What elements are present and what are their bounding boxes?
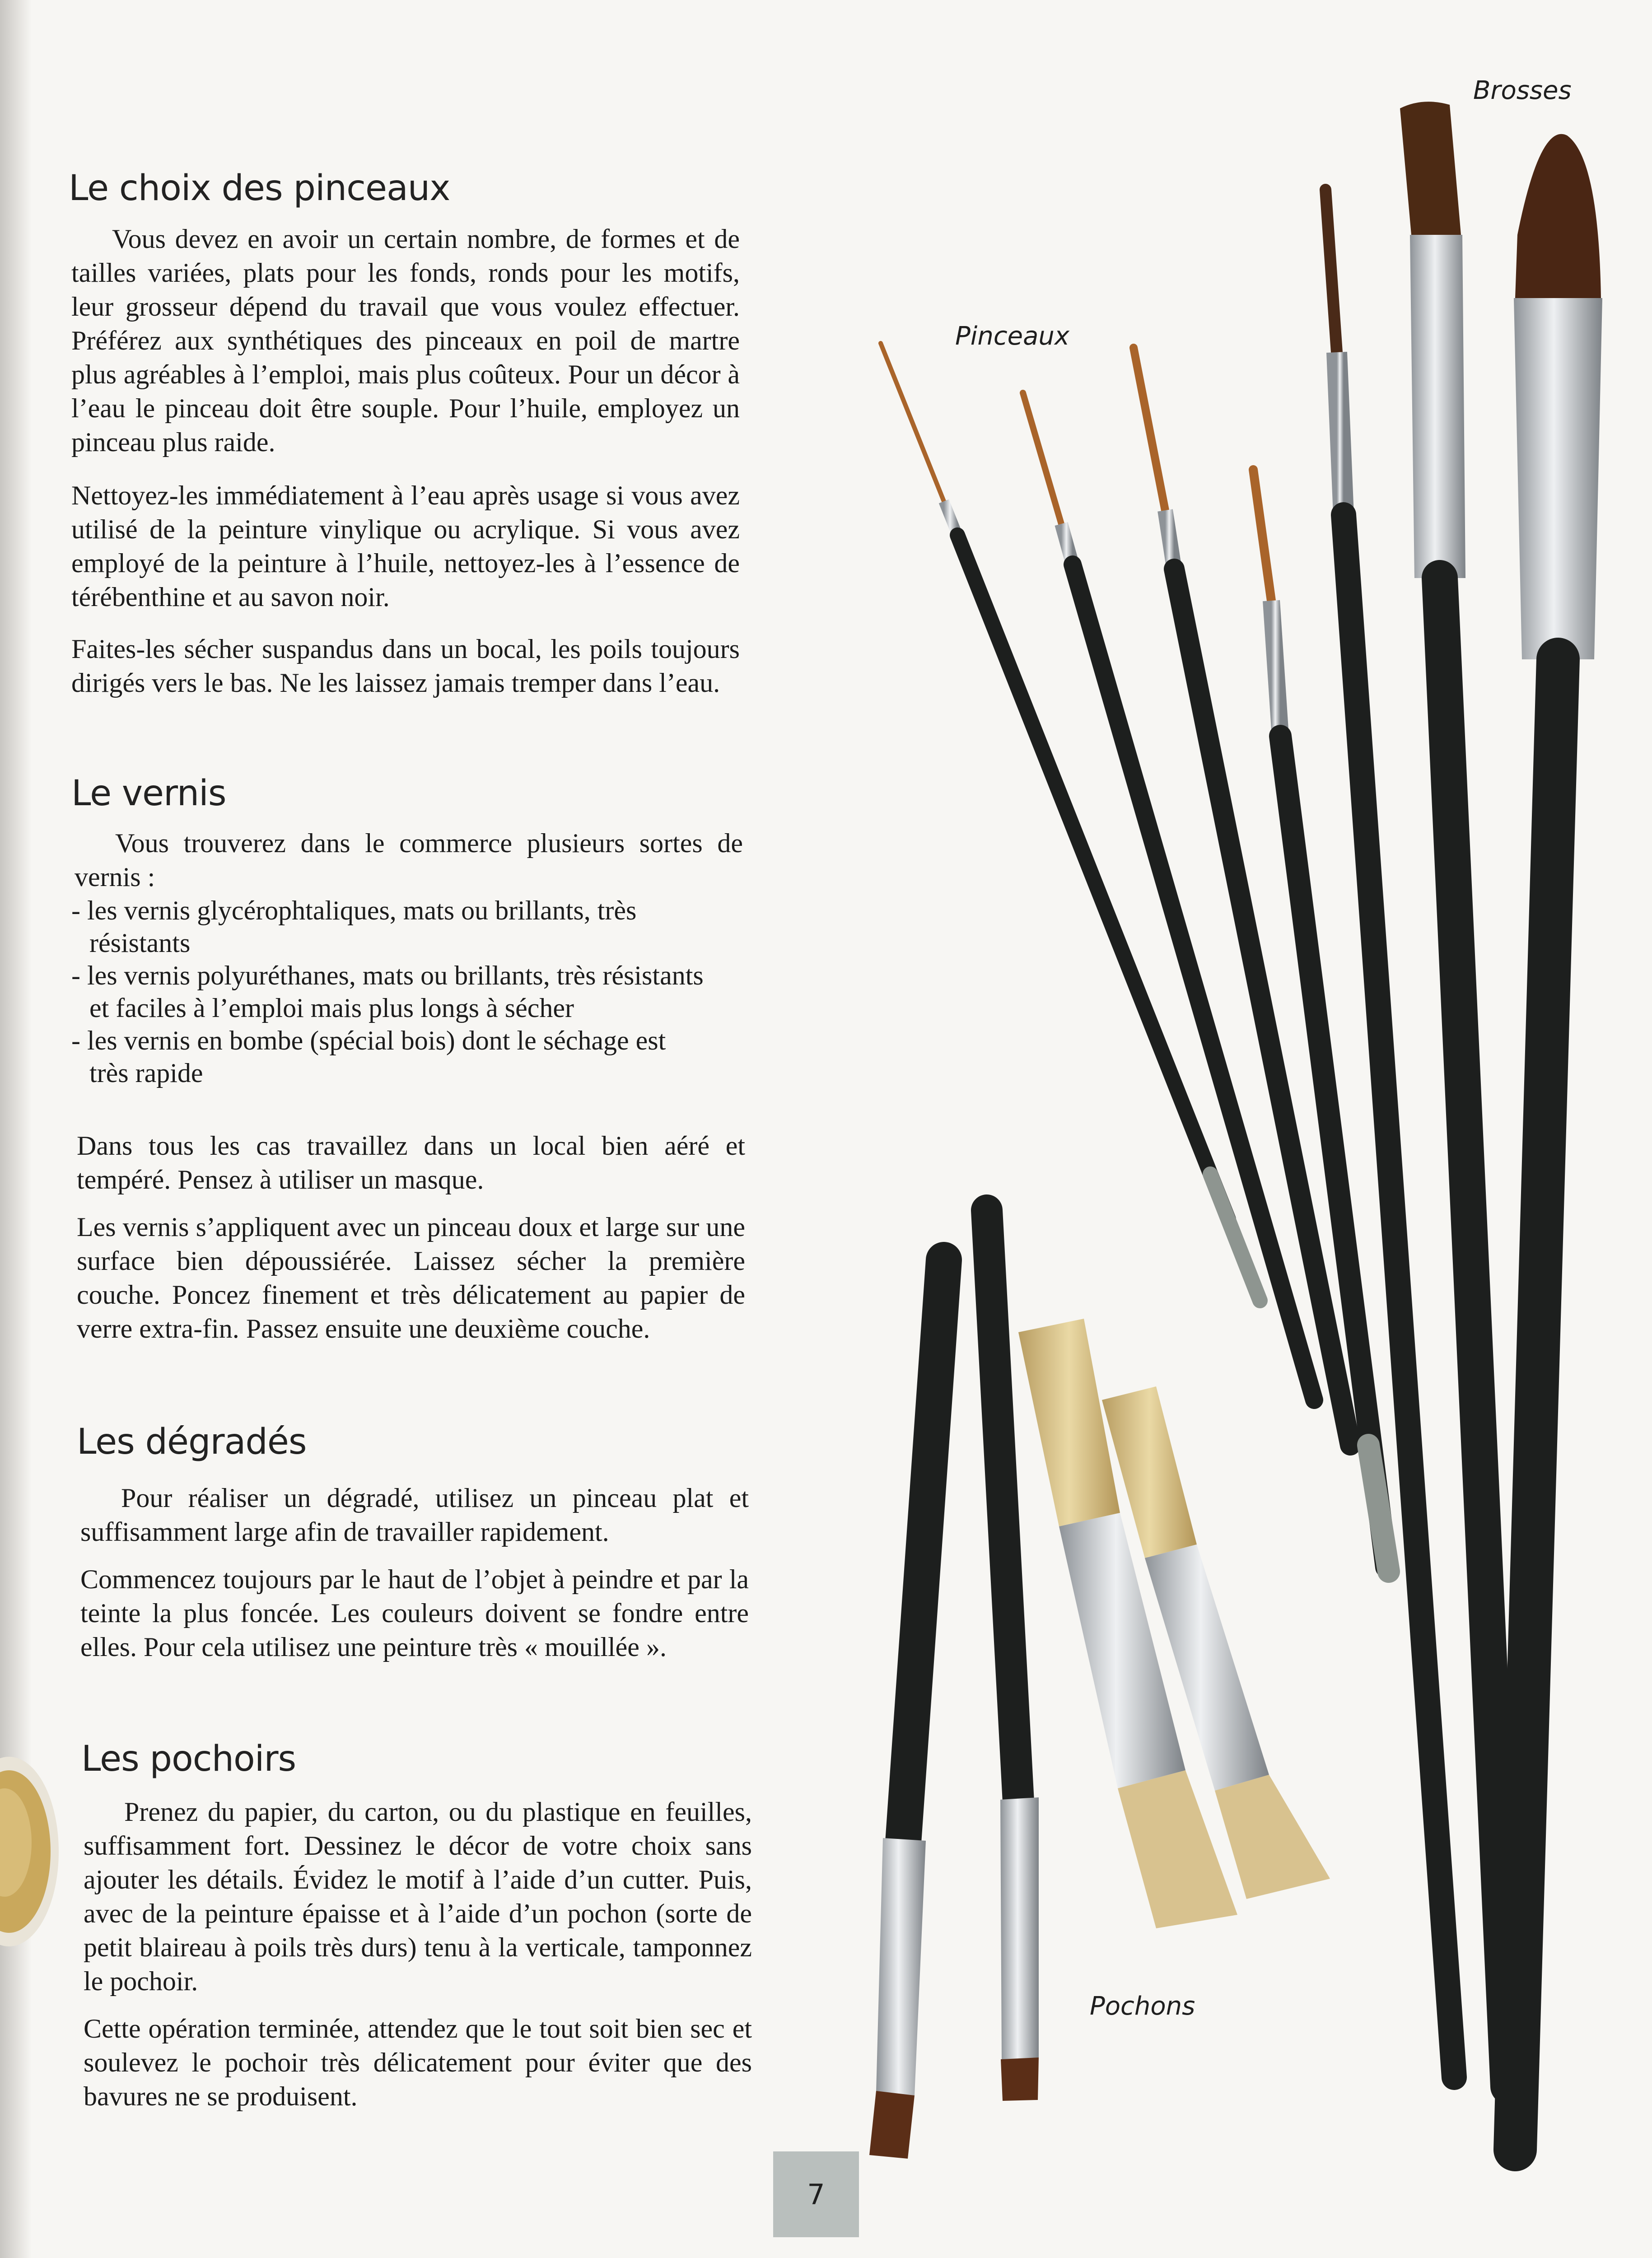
pochon-1	[869, 1260, 944, 2159]
section-title-degrades: Les dégradés	[77, 1422, 307, 1462]
vernis-list-item: - les vernis glycérophtaliques, mats ou brillants, très résistants	[71, 896, 637, 958]
pochoirs-paragraph-2: Cette opération terminée, attendez que le tout soit bien sec et soulevez le pochoir très délicatement pour éviter que des bavures ne se produisent.	[84, 2014, 752, 2111]
pinceau-1	[881, 343, 1260, 1301]
choix-paragraph-2: Nettoyez-les immédiatement à l’eau après usage si vous avez utilisé de la peinture vinylique ou acrylique. Si vous avez employé de la peinture à l’huile, nettoyez-les à l’essence de térébenthine et au savon noir.	[71, 481, 740, 612]
page-number-box	[773, 2151, 859, 2237]
vernis-list-item: - les vernis en bombe (spécial bois) dont le séchage est très rapide	[71, 1026, 666, 1088]
caption-brosses: Brosses	[1473, 76, 1572, 105]
vernis-paragraph-3: Les vernis s’appliquent avec un pinceau doux et large sur une surface bien dépoussiérée. Laissez sécher la première couche. Poncez finement et très délicatement au papier de verre extra-fin. Passez ensuite une deuxième couche.	[77, 1212, 745, 1344]
caption-pochons: Pochons	[1090, 1992, 1195, 2021]
pochoirs-paragraph-1: Prenez du papier, du carton, ou du plastique en feuilles, suffisamment fort. Dessinez le décor de votre choix sans ajouter les détails. Évidez le motif à l’aide d’un cutter. Puis, avec de la peinture épaisse et à l’aide d’un pochon (sorte de petit blaireau à poils très durs) tenu à la verticale, tamponnez le pochoir.	[84, 1797, 752, 1996]
vernis-paragraph-2: Dans tous les cas travaillez dans un local bien aéré et tempéré. Pensez à utiliser un masque.	[77, 1131, 745, 1194]
section-title-choix-pinceaux: Le choix des pinceaux	[69, 168, 450, 209]
caption-pinceaux: Pinceaux	[955, 322, 1070, 351]
brosse-1	[1400, 102, 1508, 2086]
vernis-list-item: - les vernis polyuréthanes, mats ou brillants, très résistants et faciles à l’emploi mais plus longs à sécher	[71, 961, 704, 1023]
brushes-photo	[768, 0, 1652, 2258]
choix-paragraph-1: Vous devez en avoir un certain nombre, de formes et de tailles variées, plats pour les fonds, ronds pour les motifs, leur grosseur dépend du travail que vous voulez effectuer. Préférez aux synthétiques des pinceaux en poil de martre plus agréables à l’emploi, mais plus coûteux. Pour un décor à l’eau le pinceau doit être souple. Pour l’huile, employez un pinceau plus raide.	[71, 224, 740, 457]
degrades-paragraph-1: Pour réaliser un dégradé, utilisez un pinceau plat et suffisamment large afin de travailler rapidement.	[80, 1483, 749, 1547]
paint-pot-image	[0, 1752, 59, 1951]
brosse-2	[1514, 134, 1602, 2150]
page-number: 7	[807, 2178, 825, 2211]
vernis-list	[71, 894, 704, 1089]
choix-paragraph-3: Faites-les sécher suspandus dans un bocal, les poils toujours dirigés vers le bas. Ne les laissez jamais tremper dans l’eau.	[71, 634, 740, 698]
section-title-pochoirs: Les pochoirs	[81, 1739, 296, 1779]
degrades-paragraph-2: Commencez toujours par le haut de l’objet à peindre et par la teinte la plus foncée. Les couleurs doivent se fondre entre elles. Pour cela utilisez une peinture très « mouillée ».	[80, 1564, 749, 1662]
section-title-vernis: Le vernis	[71, 773, 226, 814]
vernis-intro: Vous trouverez dans le commerce plusieurs sortes de vernis :	[75, 828, 743, 892]
